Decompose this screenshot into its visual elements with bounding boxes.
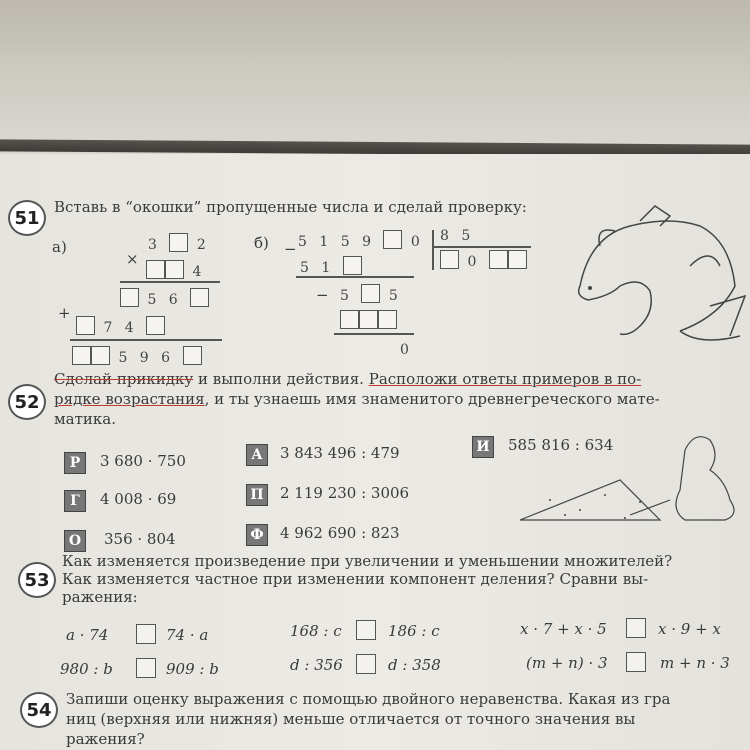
blank-box[interactable] (343, 256, 362, 275)
exercise-54-line1: Запиши оценку выражения с помощью двойного неравенства. Какая из гра (66, 690, 671, 708)
ancient-mathematician-illustration (510, 420, 750, 530)
ex51a-row5: 5 9 6 (72, 346, 202, 366)
ex51a-line1 (120, 281, 220, 283)
ex51a-line2 (70, 339, 222, 341)
ex51b-quotient: 0 (440, 250, 527, 270)
cmp-3-left: x · 7 + x · 5 (520, 620, 607, 638)
expr-A: 3 843 496 : 479 (280, 444, 400, 462)
cmp-5-left: d : 356 (290, 656, 343, 674)
cmp-1-right: 74 · a (166, 626, 209, 644)
letter-R-label: Р (64, 452, 86, 474)
ex51b-divisor: 8 5 (440, 228, 475, 244)
expr-P: 2 119 230 : 3006 (280, 484, 410, 502)
cmp-2-left: 168 : c (290, 622, 342, 640)
letter-O-label: О (64, 530, 86, 552)
ex51b-row4 (340, 310, 397, 330)
exercise-52-line1: Сделай прикидку и выполни действия. Расположи ответы примеров в по- (54, 370, 642, 388)
expr-R: 3 680 · 750 (100, 452, 186, 470)
exercise-51-a-label: а) (52, 238, 67, 256)
exercise-51-instruction: Вставь в “окошки” пропущенные числа и сделай проверку: (54, 198, 527, 216)
ex51a-multiply-sign: × (126, 250, 139, 268)
ex51a-row3: 5 6 (120, 288, 209, 308)
cmp-6-right: m + n · 3 (660, 654, 730, 672)
ex51b-line1 (296, 276, 414, 278)
exercise-52-line3: матика. (54, 410, 116, 428)
exercise-51-b-label: б) (254, 234, 269, 252)
exercise-53-line2: Как изменяется частное при изменении компонент деления? Сравни вы- (62, 570, 649, 588)
compare-box-2[interactable] (356, 620, 376, 640)
letter-G-label: Г (64, 490, 86, 512)
compare-box-6[interactable] (626, 652, 646, 672)
compare-box-4[interactable] (136, 658, 156, 678)
letter-P-label: П (246, 484, 268, 506)
blank-box[interactable] (340, 310, 359, 329)
blank-box[interactable] (165, 260, 184, 279)
compare-box-5[interactable] (356, 654, 376, 674)
ex51b-minus-2: − (316, 286, 329, 304)
blank-box[interactable] (146, 260, 165, 279)
cmp-1-left: a · 74 (66, 626, 109, 644)
expr-G: 4 008 · 69 (100, 490, 177, 508)
letter-F-label: Ф (246, 524, 268, 546)
ex51a-plus-sign: + (58, 304, 71, 322)
exercise-53-number: 53 (18, 562, 56, 598)
compare-box-3[interactable] (626, 618, 646, 638)
exercise-54-number: 54 (20, 692, 58, 728)
ex51b-row2: 5 1 (300, 256, 362, 276)
ex51b-division-bar (432, 230, 434, 270)
blank-box[interactable] (440, 250, 459, 269)
exercise-54-line3: ражения? (66, 730, 145, 748)
exercise-54-line2: ниц (верхняя или нижняя) меньше отличается от точного значения вы (66, 710, 636, 728)
rat-illustration (560, 196, 750, 346)
expr-I: 585 816 : 634 (508, 436, 614, 454)
blank-box[interactable] (359, 310, 378, 329)
blank-box[interactable] (183, 346, 202, 365)
blank-box[interactable] (383, 230, 402, 249)
blank-box[interactable] (378, 310, 397, 329)
ex51b-remainder: 0 (400, 342, 413, 358)
letter-I-label: И (472, 436, 494, 458)
blank-box[interactable] (489, 250, 508, 269)
ex51a-row2: 4 (146, 260, 205, 280)
blank-box[interactable] (146, 316, 165, 335)
compare-box-1[interactable] (136, 624, 156, 644)
cmp-3-right: x · 9 + x (658, 620, 721, 638)
ex51b-line2 (334, 333, 414, 335)
exercise-53-line3: ражения: (62, 588, 138, 606)
blank-box[interactable] (76, 316, 95, 335)
cmp-4-right: 909 : b (166, 660, 219, 678)
exercise-52-number: 52 (8, 384, 46, 420)
ex51b-dividend: 5 1 5 9 0 (298, 230, 424, 250)
blank-box[interactable] (361, 284, 380, 303)
exercise-53-line1: Как изменяется произведение при увеличении и уменьшении множителей? (62, 552, 673, 570)
ex51b-divisor-line (433, 246, 531, 248)
blank-box[interactable] (169, 233, 188, 252)
ex51b-minus-1: − (284, 240, 297, 258)
ex51a-row4: 7 4 (76, 316, 165, 336)
blank-box[interactable] (508, 250, 527, 269)
blank-box[interactable] (190, 288, 209, 307)
expr-O: 356 · 804 (104, 530, 176, 548)
letter-A-label: А (246, 444, 268, 466)
ex51a-row1: 3 2 (148, 233, 210, 253)
blank-box[interactable] (72, 346, 91, 365)
expr-F: 4 962 690 : 823 (280, 524, 400, 542)
cmp-4-left: 980 : b (60, 660, 113, 678)
cmp-6-left: (m + n) · 3 (526, 654, 608, 672)
background-shadow (0, 0, 750, 138)
exercise-51-number: 51 (8, 200, 46, 236)
cmp-2-right: 186 : c (388, 622, 440, 640)
exercise-52-line2: рядке возрастания, и ты узнаешь имя знаменитого древнегреческого мате- (54, 390, 660, 408)
blank-box[interactable] (120, 288, 139, 307)
cmp-5-right: d : 358 (388, 656, 441, 674)
blank-box[interactable] (91, 346, 110, 365)
ex51b-row3: 5 5 (340, 284, 402, 304)
